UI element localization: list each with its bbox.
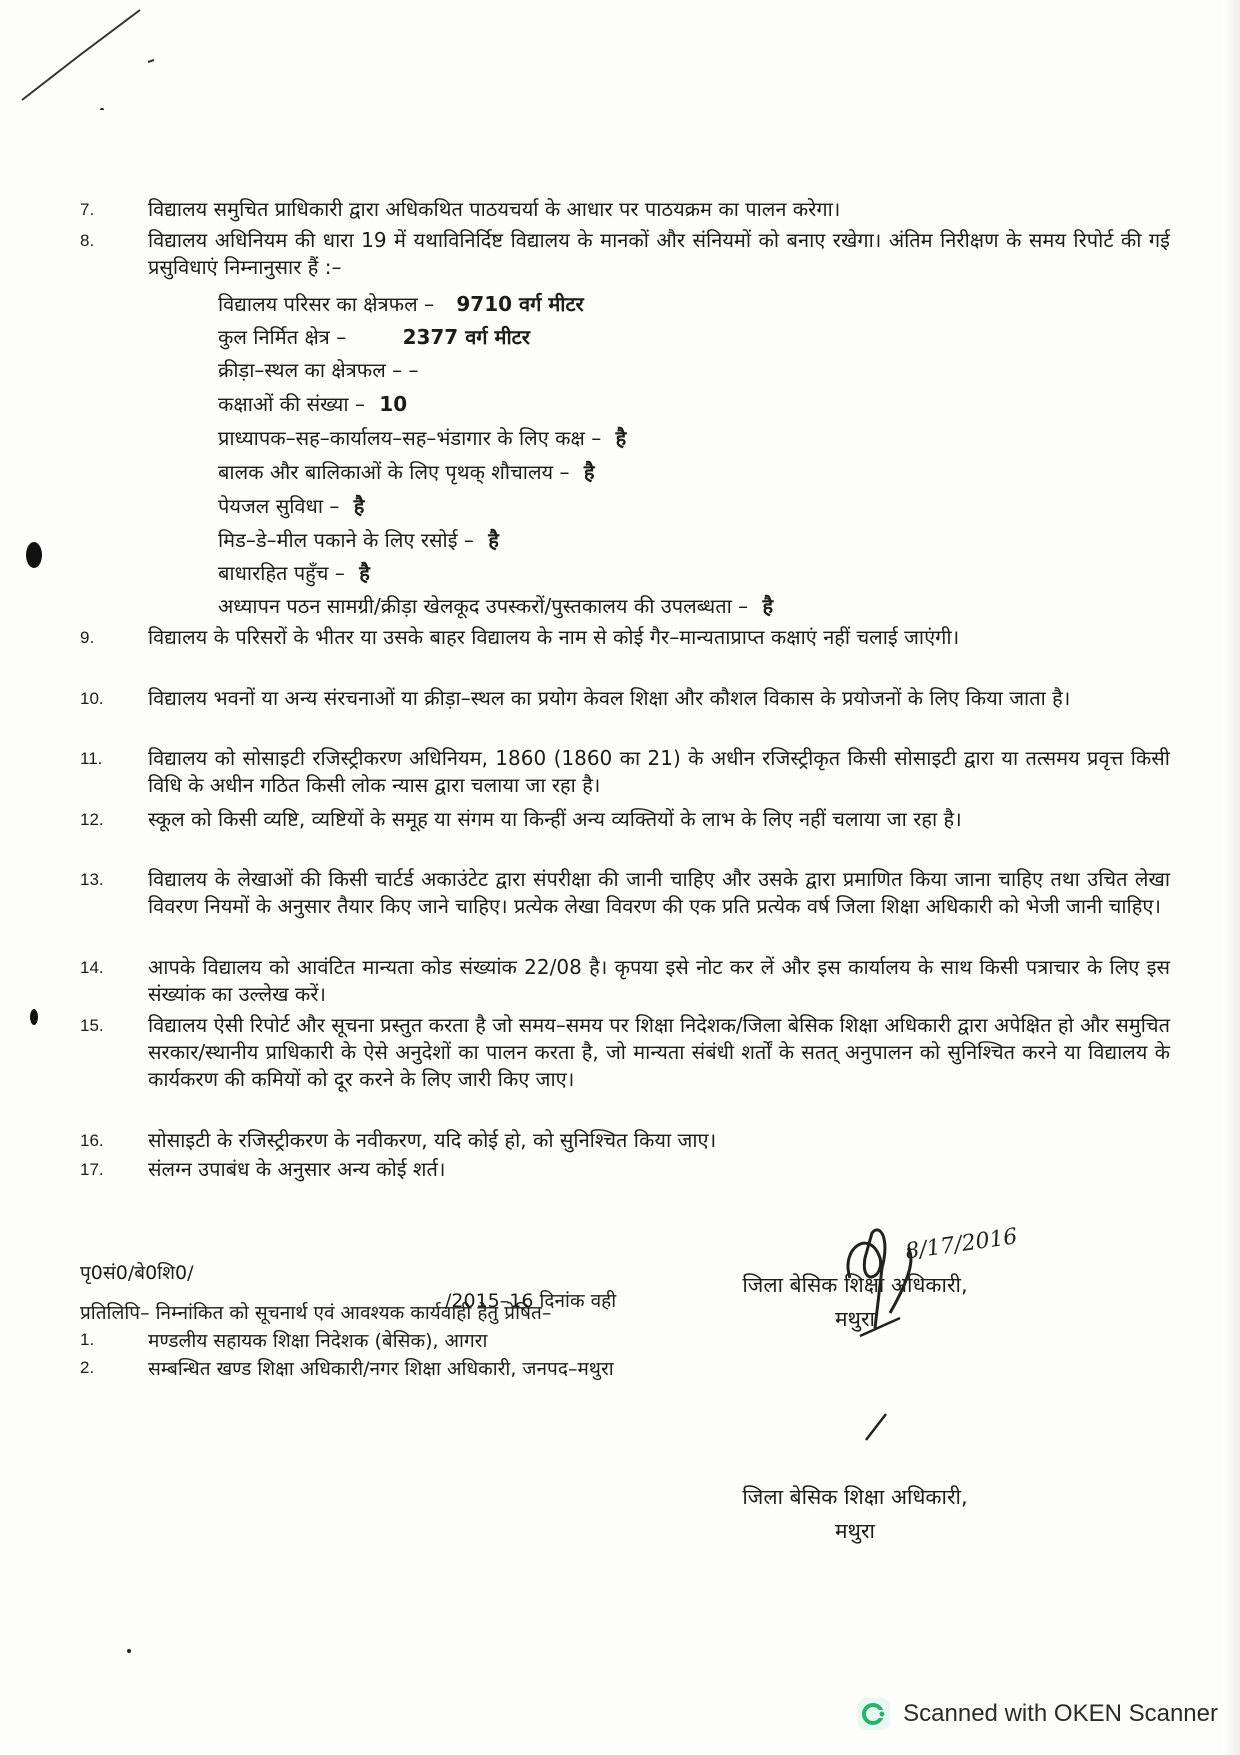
- signatory-designation: जिला बेसिक शिक्षा अधिकारी,: [742, 1273, 968, 1297]
- recipient-number: 1.: [80, 1330, 95, 1349]
- facility-row: [218, 559, 370, 587]
- clause-text: विद्यालय समुचित प्राधिकारी द्वारा अधिकथित पाठयचर्या के आधार पर पाठयक्रम का पालन करेगा।: [148, 197, 841, 221]
- facility-value: है: [615, 426, 627, 450]
- facility-value: है: [762, 594, 774, 618]
- facility-row: [218, 492, 364, 520]
- facility-value: है: [583, 460, 595, 484]
- facility-row: [218, 592, 773, 620]
- facility-value: 9710 वर्ग मीटर: [456, 292, 584, 316]
- facility-row: [218, 290, 584, 318]
- clause-number: 16.: [80, 1131, 104, 1150]
- clause-number: 15.: [80, 1016, 104, 1035]
- clause-text: विद्यालय अधिनियम की धारा 19 में यथाविनिर्दिष्ट विद्यालय के मानकों और संनियमों को बनाए रखेगा। अंतिम निरीक्षण के समय रिपोर्ट की गई प्रसुविधाएं निम्नानुसार हैं :–: [148, 228, 1170, 279]
- reference-date: /2015–16 दिनांक वही: [445, 1290, 617, 1312]
- facility-label: क्रीड़ा–स्थल का क्षेत्रफल – –: [218, 358, 419, 382]
- copy-to-line: प्रतिलिपि– निम्नांकित को सूचनार्थ एवं आवश्यक कार्यवाही हेतु प्रेषित–: [80, 1302, 552, 1324]
- facility-label: मिड–डे–मील पकाने के लिए रसोई –: [218, 528, 474, 552]
- signatory-location: मथुरा: [834, 1519, 875, 1543]
- clause-text: विद्यालय भवनों या अन्य संरचनाओं या क्रीड़ा–स्थल का प्रयोग केवल शिक्षा और कौशल विकास के प्रयोजनों के लिए किया जाता है।: [148, 686, 1071, 710]
- facility-value: 10: [379, 392, 408, 416]
- scanner-watermark: [857, 1697, 1218, 1731]
- facility-value: है: [488, 528, 499, 552]
- facility-label: बालक और बालिकाओं के लिए पृथक् शौचालय –: [218, 460, 570, 484]
- dust-dot: [126, 1648, 132, 1654]
- signature-tick-mark: [862, 1410, 892, 1444]
- clause-number: 14.: [80, 958, 104, 977]
- clause-text: संलग्न उपाबंध के अनुसार अन्य कोई शर्त।: [148, 1157, 446, 1181]
- facility-label: पेयजल सुविधा –: [218, 494, 340, 518]
- clause-text: विद्यालय ऐसी रिपोर्ट और सूचना प्रस्तुत करता है जो समय–समय पर शिक्षा निदेशक/जिला बेसिक शिक्षा अधिकारी द्वारा अपेक्षित हो और समुचित सरकार/स्थानीय प्राधिकारी के ऐसे अनुदेशों का पालन करता है, जो मान्यता संबंधी शर्तों के सतत् अनुपालन को सुनिश्चित करने या विद्यालय के कार्यकरण की कमियों को दूर करने के लिए जारी किए जाए।: [148, 1013, 1170, 1091]
- handwritten-date: 8/17/2016: [903, 1224, 1020, 1265]
- facility-row: [218, 390, 407, 418]
- facility-label: अध्यापन पठन सामग्री/क्रीड़ा खेलकूद उपस्करों/पुस्तकालय की उपलब्धता –: [218, 594, 749, 618]
- clause-text: सोसाइटी के रजिस्ट्रीकरण के नवीकरण, यदि कोई हो, को सुनिश्चित किया जाए।: [148, 1128, 717, 1152]
- recipient-number: 2.: [80, 1358, 95, 1377]
- punch-hole-mark: [26, 1006, 42, 1028]
- page-edge-shadow: [1222, 0, 1240, 1755]
- clause-number: 8.: [80, 231, 95, 250]
- facility-value: है: [353, 494, 365, 518]
- reference-number: पृ0सं0/बे0शि0/: [80, 1262, 194, 1284]
- facility-label: बाधारहित पहुँच –: [218, 561, 345, 585]
- clause-number: 9.: [80, 628, 95, 647]
- clause-text: विद्यालय के लेखाओं की किसी चार्टर्ड अकाउंटेट द्वारा संपरीक्षा की जानी चाहिए और उसके द्वारा प्रमाणित किया जाना चाहिए तथा उचित लेखा विवरण नियमों के अनुसार तैयार किए जाने चाहिए। प्रत्येक लेखा विवरण की एक प्रति प्रत्येक वर्ष जिला शिक्षा अधिकारी को भेजी जानी चाहिए।: [148, 867, 1170, 918]
- clause-text: आपके विद्यालय को आवंटित मान्यता कोड संख्यांक 22/08 है। कृपया इसे नोट कर लें और इस कार्यालय के साथ किसी पत्राचार के लिए इस संख्यांक का उल्लेख करें।: [148, 955, 1170, 1006]
- oken-scanner-logo-icon: [857, 1697, 891, 1731]
- signatory-designation: जिला बेसिक शिक्षा अधिकारी,: [742, 1485, 968, 1509]
- clause-text: स्कूल को किसी व्यष्टि, व्यष्टियों के समूह या संगम या किन्हीं अन्य व्यक्तियों के लाभ के लिए नहीं चलाया जा रहा है।: [148, 807, 962, 831]
- scan-corner-mark: [20, 0, 160, 110]
- facility-label: कुल निर्मित क्षेत्र –: [218, 325, 347, 349]
- punch-hole-mark: [22, 538, 46, 572]
- recipient-text: सम्बन्धित खण्ड शिक्षा अधिकारी/नगर शिक्षा अधिकारी, जनपद–मथुरा: [148, 1358, 614, 1380]
- signatory-location: मथुरा: [834, 1307, 875, 1331]
- clause-text: विद्यालय को सोसाइटी रजिस्ट्रीकरण अधिनियम, 1860 (1860 का 21) के अधीन रजिस्ट्रीकृत किसी सोसाइटी द्वारा या तत्समय प्रवृत्त किसी विधि के अधीन गठित किसी लोक न्यास द्वारा चलाया जा रहा है।: [148, 746, 1170, 797]
- facility-row: [218, 356, 418, 384]
- clause-text: विद्यालय के परिसरों के भीतर या उसके बाहर विद्यालय के नाम से कोई गैर–मान्यताप्राप्त कक्षाएं नहीं चलाई जाएंगी।: [148, 625, 960, 649]
- facility-label: प्राध्यापक–सह–कार्यालय–सह–भंडागार के लिए कक्ष –: [218, 426, 602, 450]
- clause-number: 13.: [80, 870, 104, 889]
- facility-label: विद्यालय परिसर का क्षेत्रफल –: [218, 292, 434, 316]
- clause-number: 17.: [80, 1160, 104, 1179]
- clause-number: 12.: [80, 810, 104, 829]
- clause-number: 10.: [80, 689, 104, 708]
- facility-row: [218, 526, 499, 554]
- clause-number: 11.: [80, 749, 103, 768]
- scanner-watermark-text: Scanned with OKEN Scanner: [903, 1700, 1218, 1727]
- facility-row: [218, 424, 626, 452]
- facility-value: 2377 वर्ग मीटर: [402, 325, 530, 349]
- facility-value: है: [359, 561, 370, 585]
- signature-block-bottom: [700, 1480, 1010, 1548]
- recipient-text: मण्डलीय सहायक शिक्षा निदेशक (बेसिक), आगरा: [148, 1330, 488, 1352]
- clause-number: 7.: [80, 200, 95, 219]
- facility-row: [218, 323, 530, 351]
- facility-row: [218, 458, 594, 486]
- facility-label: कक्षाओं की संख्या –: [218, 392, 365, 416]
